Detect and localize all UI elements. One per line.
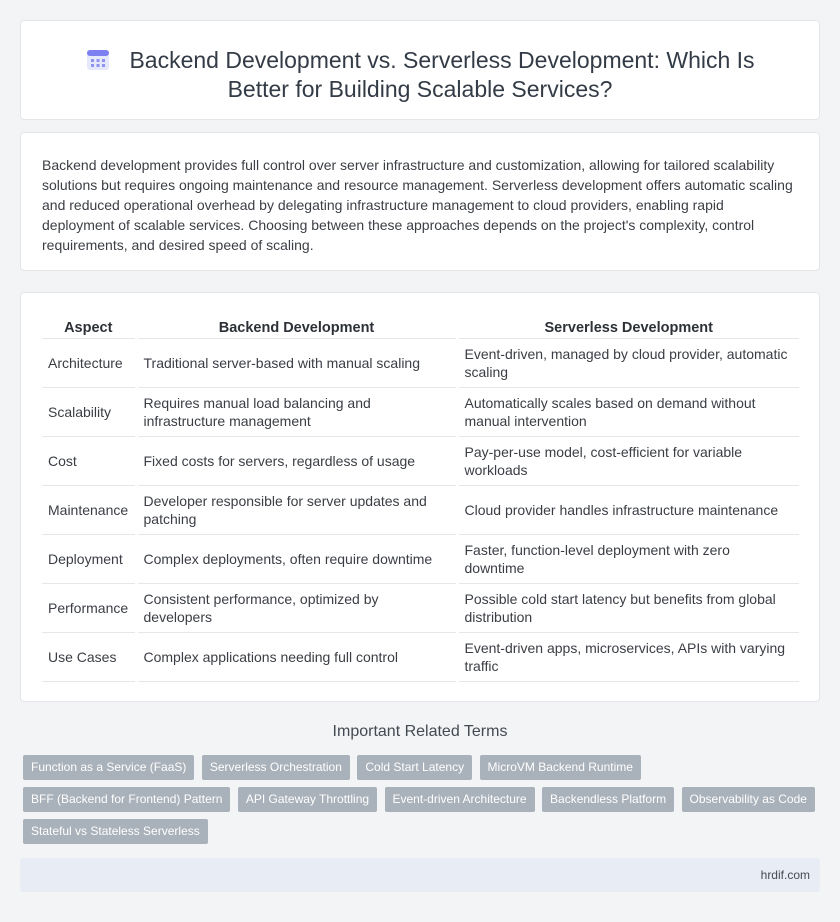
- related-term-tag[interactable]: Stateful vs Stateless Serverless: [23, 819, 208, 844]
- related-terms-list: [23, 755, 823, 851]
- related-term-tag[interactable]: Cold Start Latency: [357, 755, 472, 780]
- header-aspect: Aspect: [42, 313, 136, 338]
- cell-backend: Complex applications needing full control: [136, 632, 457, 681]
- cell-backend: Complex deployments, often require downtime: [136, 534, 457, 583]
- calendar-icon: [85, 46, 111, 72]
- cell-aspect: Architecture: [42, 338, 136, 387]
- table-header-row: [42, 313, 799, 338]
- title-card: [20, 20, 820, 120]
- cell-backend: Traditional server-based with manual scaling: [136, 338, 457, 387]
- intro-card: [20, 132, 820, 271]
- footer-bar: [20, 858, 820, 892]
- table-row: [42, 387, 799, 436]
- cell-backend: Consistent performance, optimized by developers: [136, 583, 457, 632]
- related-term-tag[interactable]: API Gateway Throttling: [238, 787, 377, 812]
- cell-aspect: Performance: [42, 583, 136, 632]
- cell-serverless: Pay-per-use model, cost-efficient for variable workloads: [457, 436, 799, 485]
- footer-site-link[interactable]: hrdif.com: [760, 868, 810, 882]
- cell-serverless: Faster, function-level deployment with zero downtime: [457, 534, 799, 583]
- table-row: [42, 436, 799, 485]
- title-text: Backend Development vs. Serverless Development: Which Is Better for Building Scalable Services?: [129, 47, 755, 102]
- cell-aspect: Use Cases: [42, 632, 136, 681]
- intro-paragraph: Backend development provides full control over server infrastructure and customization, allowing for tailored scalability solutions but requires ongoing maintenance and resource management. Serverless development offers automatic scaling and reduced operational overhead by delegating infrastructure management to cloud providers, enabling rapid deployment of scalable services. Choosing between these approaches depends on the project's complexity, control requirements, and desired speed of scaling.: [42, 157, 793, 253]
- cell-serverless: Possible cold start latency but benefits from global distribution: [457, 583, 799, 632]
- page-title: [81, 46, 759, 104]
- related-term-tag[interactable]: Function as a Service (FaaS): [23, 755, 194, 780]
- cell-serverless: Cloud provider handles infrastructure maintenance: [457, 485, 799, 534]
- comparison-card: [20, 292, 820, 702]
- related-term-tag[interactable]: Event-driven Architecture: [385, 787, 535, 812]
- table-row: [42, 583, 799, 632]
- cell-serverless: Event-driven apps, microservices, APIs with varying traffic: [457, 632, 799, 681]
- related-term-tag[interactable]: Serverless Orchestration: [202, 755, 350, 780]
- table-row: [42, 338, 799, 387]
- table-row: [42, 485, 799, 534]
- table-row: [42, 534, 799, 583]
- cell-aspect: Deployment: [42, 534, 136, 583]
- cell-aspect: Cost: [42, 436, 136, 485]
- cell-backend: Fixed costs for servers, regardless of usage: [136, 436, 457, 485]
- related-term-tag[interactable]: Observability as Code: [682, 787, 815, 812]
- table-row: [42, 632, 799, 681]
- cell-aspect: Scalability: [42, 387, 136, 436]
- related-term-tag[interactable]: Backendless Platform: [542, 787, 674, 812]
- cell-serverless: Event-driven, managed by cloud provider, automatic scaling: [457, 338, 799, 387]
- comparison-table: [42, 313, 799, 682]
- related-term-tag[interactable]: MicroVM Backend Runtime: [480, 755, 641, 780]
- cell-backend: Developer responsible for server updates and patching: [136, 485, 457, 534]
- cell-serverless: Automatically scales based on demand without manual intervention: [457, 387, 799, 436]
- related-term-tag[interactable]: BFF (Backend for Frontend) Pattern: [23, 787, 230, 812]
- related-terms-heading: Important Related Terms: [332, 723, 508, 740]
- cell-aspect: Maintenance: [42, 485, 136, 534]
- cell-backend: Requires manual load balancing and infrastructure management: [136, 387, 457, 436]
- header-backend: Backend Development: [136, 313, 457, 338]
- header-serverless: Serverless Development: [457, 313, 799, 338]
